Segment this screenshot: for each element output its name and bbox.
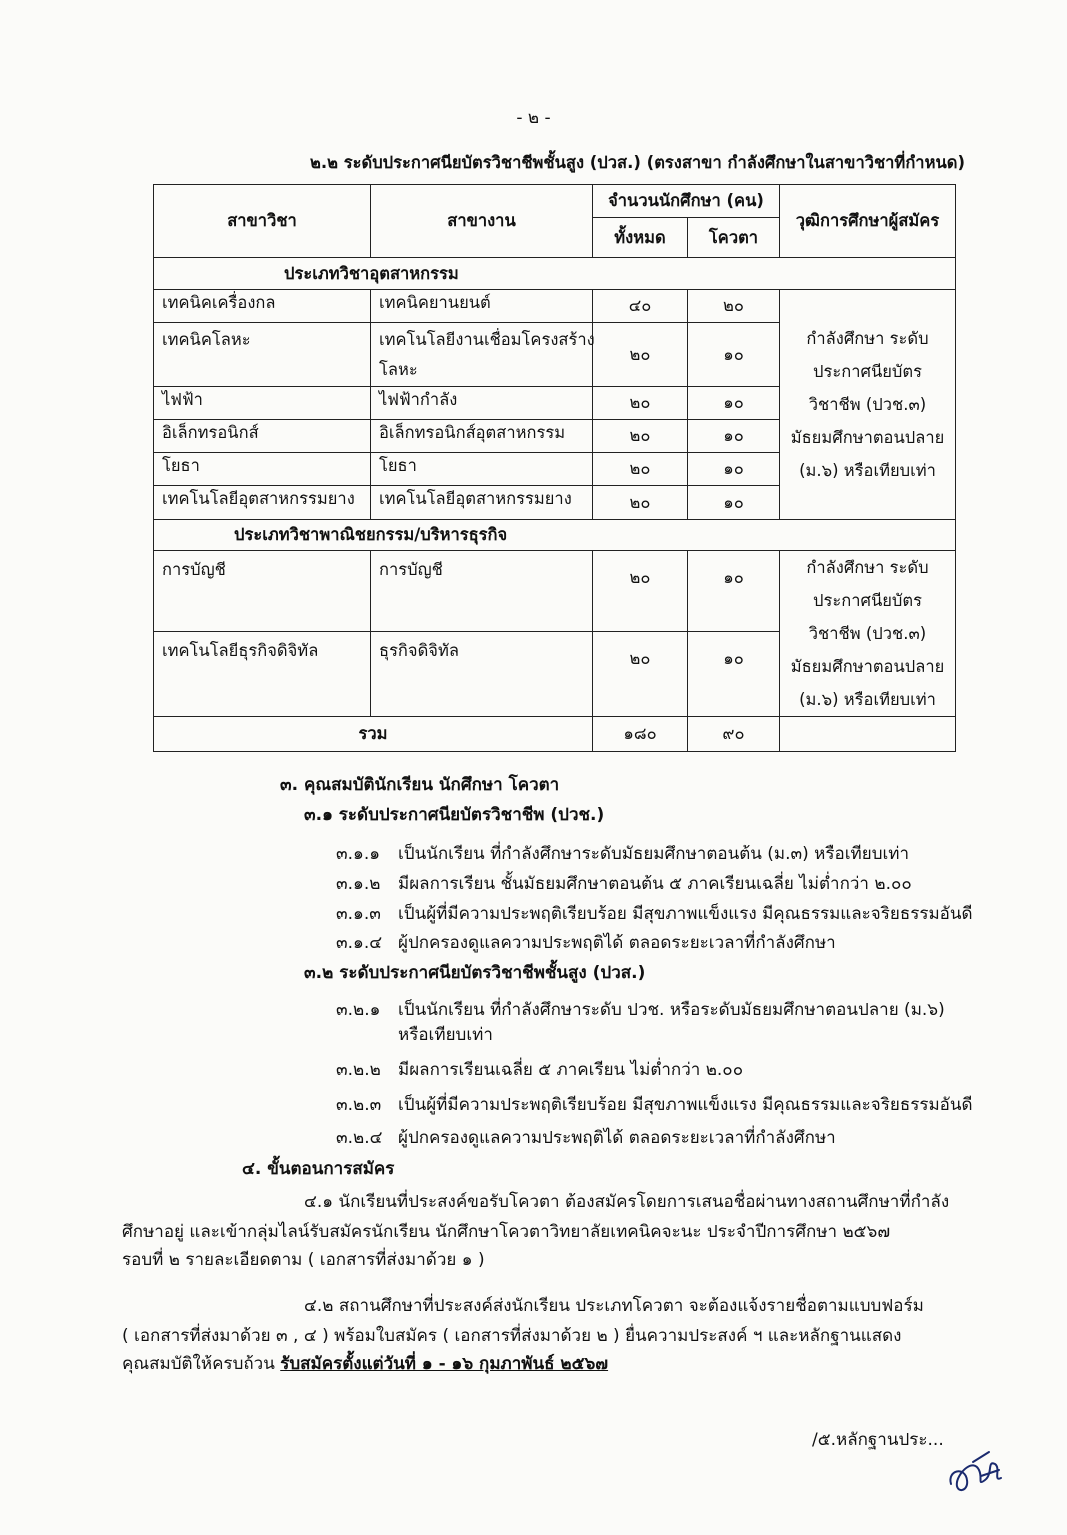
header-quota: โควตา [688,218,780,258]
item-number: ๓.๑.๓ [336,904,381,924]
total-cell: ๔๐ [593,290,688,323]
field-cell: เทคนิคโลหะ [154,323,371,387]
major-cell: ธุรกิจดิจิทัล [371,632,593,717]
field-cell: อิเล็กทรอนิกส์ [154,420,371,453]
sum-row [154,717,956,752]
item-text: ผู้ปกครองดูแลความประพฤติได้ ตลอดระยะเวลาที่กำลังศึกษา [398,933,836,953]
item-number: ๓.๒.๔ [336,1128,383,1148]
qualification-cell-2: กำลังศึกษา ระดับประกาศนียบัตร วิชาชีพ (ปวช.๓) มัธยมศึกษาตอนปลาย (ม.๖) หรือเทียบเท่า [780,551,956,717]
item-number: ๓.๑.๒ [336,874,381,894]
item-number: ๓.๒.๒ [336,1060,381,1080]
field-cell: ไฟฟ้า [154,387,371,420]
paragraph-4-2-line3: คุณสมบัติให้ครบถ้วน รับสมัครตั้งแต่วันที่ ๑ - ๑๖ กุมภาพันธ์ ๒๕๖๗ [122,1354,609,1374]
page-number: - ๒ - [516,108,551,128]
field-cell: การบัญชี [154,551,371,632]
total-cell: ๒๐ [593,486,688,520]
paragraph-4-1-line2: ศึกษาอยู่ และเข้ากลุ่มไลน์รับสมัครนักเรียน นักศึกษาโควตาวิทยาลัยเทคนิคจะนะ ประจำปีการศึกษา ๒๕๖๗ [122,1222,891,1242]
major-cell: เทคนิคยานยนต์ [371,290,593,323]
quota-table [153,184,956,752]
quota-cell: ๑๐ [688,387,780,420]
major-cell: อิเล็กทรอนิกส์อุตสาหกรรม [371,420,593,453]
field-cell: เทคนิคเครื่องกล [154,290,371,323]
section-3-1-title: ๓.๑ ระดับประกาศนียบัตรวิชาชีพ (ปวช.) [304,805,605,825]
header-field: สาขาวิชา [154,185,371,258]
table-row [154,290,956,323]
table-row [154,551,956,632]
section-4-title: ๔. ขั้นตอนการสมัคร [242,1159,395,1179]
sum-quota: ๙๐ [688,717,780,752]
item-number: ๓.๒.๑ [336,1000,381,1020]
total-cell: ๒๐ [593,551,688,632]
header-students: จำนวนนักศึกษา (คน) [593,185,780,218]
item-text: เป็นนักเรียน ที่กำลังศึกษาระดับมัธยมศึกษาตอนต้น (ม.๓) หรือเทียบเท่า [398,844,910,864]
quota-cell: ๑๐ [688,551,780,632]
total-cell: ๒๐ [593,632,688,717]
total-cell: ๒๐ [593,420,688,453]
paragraph-4-1-line3: รอบที่ ๒ รายละเอียดตาม ( เอกสารที่ส่งมาด้วย ๑ ) [122,1250,485,1270]
item-text-continued: หรือเทียบเท่า [398,1025,493,1045]
major-cell: ไฟฟ้ากำลัง [371,387,593,420]
quota-cell: ๑๐ [688,632,780,717]
quota-cell: ๑๐ [688,420,780,453]
field-cell: เทคโนโลยีธุรกิจดิจิทัล [154,632,371,717]
header-major: สาขางาน [371,185,593,258]
section-3-2-title: ๓.๒ ระดับประกาศนียบัตรวิชาชีพชั้นสูง (ปวส.) [304,963,646,983]
header-qualification: วุฒิการศึกษาผู้สมัคร [780,185,956,258]
major-cell: เทคโนโลยีอุตสาหกรรมยาง [371,486,593,520]
quota-cell: ๒๐ [688,290,780,323]
paragraph-4-1: ๔.๑ นักเรียนที่ประสงค์ขอรับโควตา ต้องสมัครโดยการเสนอชื่อผ่านทางสถานศึกษาที่กำลัง [304,1192,950,1212]
item-number: ๓.๑.๑ [336,844,381,864]
quota-cell: ๑๐ [688,453,780,486]
item-text: เป็นผู้ที่มีความประพฤติเรียบร้อย มีสุขภาพแข็งแรง มีคุณธรรมและจริยธรรมอันดี [398,904,973,924]
paragraph-4-2-line2: ( เอกสารที่ส่งมาด้วย ๓ , ๔ ) พร้อมใบสมัคร ( เอกสารที่ส่งมาด้วย ๒ ) ยื่นความประสงค์ ฯ และหลักฐานแสดง [122,1326,902,1346]
signature-icon [943,1440,1007,1500]
category-industrial: ประเภทวิชาอุตสาหกรรม [154,258,371,290]
category-commerce: ประเภทวิชาพาณิชยกรรม/บริหารธุรกิจ [154,520,593,551]
application-dates: รับสมัครตั้งแต่วันที่ ๑ - ๑๖ กุมภาพันธ์ ๒๕๖๗ [280,1354,609,1374]
item-text: มีผลการเรียนเฉลี่ย ๕ ภาคเรียน ไม่ต่ำกว่า ๒.๐๐ [398,1060,744,1080]
major-cell: โยธา [371,453,593,486]
item-number: ๓.๑.๔ [336,933,383,953]
item-text: เป็นผู้ที่มีความประพฤติเรียบร้อย มีสุขภาพแข็งแรง มีคุณธรรมและจริยธรรมอันดี [398,1095,973,1115]
table-heading: ๒.๒ ระดับประกาศนียบัตรวิชาชีพชั้นสูง (ปวส.) (ตรงสาขา กำลังศึกษาในสาขาวิชาที่กำหนด) [310,153,965,172]
field-cell: เทคโนโลยีอุตสาหกรรมยาง [154,486,371,520]
total-cell: ๒๐ [593,453,688,486]
total-cell: ๒๐ [593,387,688,420]
quota-cell: ๑๐ [688,323,780,387]
header-total: ทั้งหมด [593,218,688,258]
paragraph-4-2: ๔.๒ สถานศึกษาที่ประสงค์ส่งนักเรียน ประเภทโควตา จะต้องแจ้งรายชื่อตามแบบฟอร์ม [304,1296,924,1316]
item-text: เป็นนักเรียน ที่กำลังศึกษาระดับ ปวช. หรือระดับมัธยมศึกษาตอนปลาย (ม.๖) [398,1000,945,1020]
major-cell: การบัญชี [371,551,593,632]
item-text: ผู้ปกครองดูแลความประพฤติได้ ตลอดระยะเวลาที่กำลังศึกษา [398,1128,836,1148]
field-cell: โยธา [154,453,371,486]
qualification-cell-1: กำลังศึกษา ระดับประกาศนียบัตร วิชาชีพ (ปวช.๓) มัธยมศึกษาตอนปลาย (ม.๖) หรือเทียบเท่า [780,290,956,520]
item-number: ๓.๒.๓ [336,1095,382,1115]
section-3-title: ๓. คุณสมบัตินักเรียน นักศึกษา โควตา [280,775,560,795]
total-cell: ๒๐ [593,323,688,387]
quota-cell: ๑๐ [688,486,780,520]
sum-total: ๑๘๐ [593,717,688,752]
major-cell: เทคโนโลยีงานเชื่อมโครงสร้าง โลหะ [371,323,593,387]
continuation-note: /๕.หลักฐานประ... [812,1430,944,1450]
sum-label: รวม [154,717,593,752]
item-text: มีผลการเรียน ชั้นมัธยมศึกษาตอนต้น ๕ ภาคเรียนเฉลี่ย ไม่ต่ำกว่า ๒.๐๐ [398,874,912,894]
